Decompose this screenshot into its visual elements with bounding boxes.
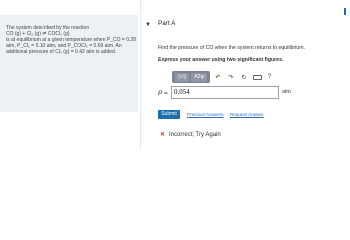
answer-equals: = (164, 90, 168, 97)
problem-line: The system described by the reaction (6, 25, 90, 31)
answer-unit: atm (282, 89, 291, 95)
submit-button[interactable]: Submit (158, 110, 180, 119)
error-x-icon: ✕ (160, 132, 166, 138)
feedback-message (160, 131, 221, 138)
help-button[interactable]: ? (267, 74, 272, 80)
problem-line: atm, P_Cl₂ = 0.10 atm, and P_COCl₂ = 0.69 atm. An (6, 43, 122, 50)
toolbar-button-group (172, 71, 210, 83)
scroll-indicator (344, 8, 346, 15)
problem-statement-panel (0, 15, 138, 112)
reset-icon[interactable]: ↻ (241, 74, 247, 81)
keyboard-icon[interactable] (253, 75, 262, 80)
previous-answers-link[interactable]: Previous Answers (187, 112, 224, 117)
answer-variable: P (158, 90, 163, 97)
feedback-text: Incorrect; Try Again (169, 132, 221, 138)
collapse-arrow-icon[interactable]: ▼ (145, 22, 151, 28)
redo-icon[interactable]: ↷ (228, 74, 234, 81)
question-text: Find the pressure of CO when the system returns to equilibrium. (158, 45, 306, 51)
symbols-button[interactable]: ΑΣφ (191, 73, 207, 82)
part-title: Part A (158, 20, 176, 27)
panel-divider (140, 0, 141, 149)
math-toolbar (172, 71, 271, 83)
undo-icon[interactable]: ↶ (215, 74, 221, 81)
problem-line: is at equilibrium at a given temperature when P_CO = 0.28 (6, 37, 136, 44)
request-answer-link[interactable]: Request Answer (230, 112, 264, 117)
answer-input[interactable]: 0.054 (171, 86, 279, 99)
instruction-text: Express your answer using two significant figures. (158, 57, 284, 63)
templates-button[interactable]: ▯√▯ (175, 73, 189, 82)
problem-line: additional pressure of Cl₂ (g) = 0.42 atm is added. (6, 49, 117, 56)
problem-line: CO (g) + Cl₂ (g) ⇌ COCl₂ (g) (6, 31, 70, 38)
